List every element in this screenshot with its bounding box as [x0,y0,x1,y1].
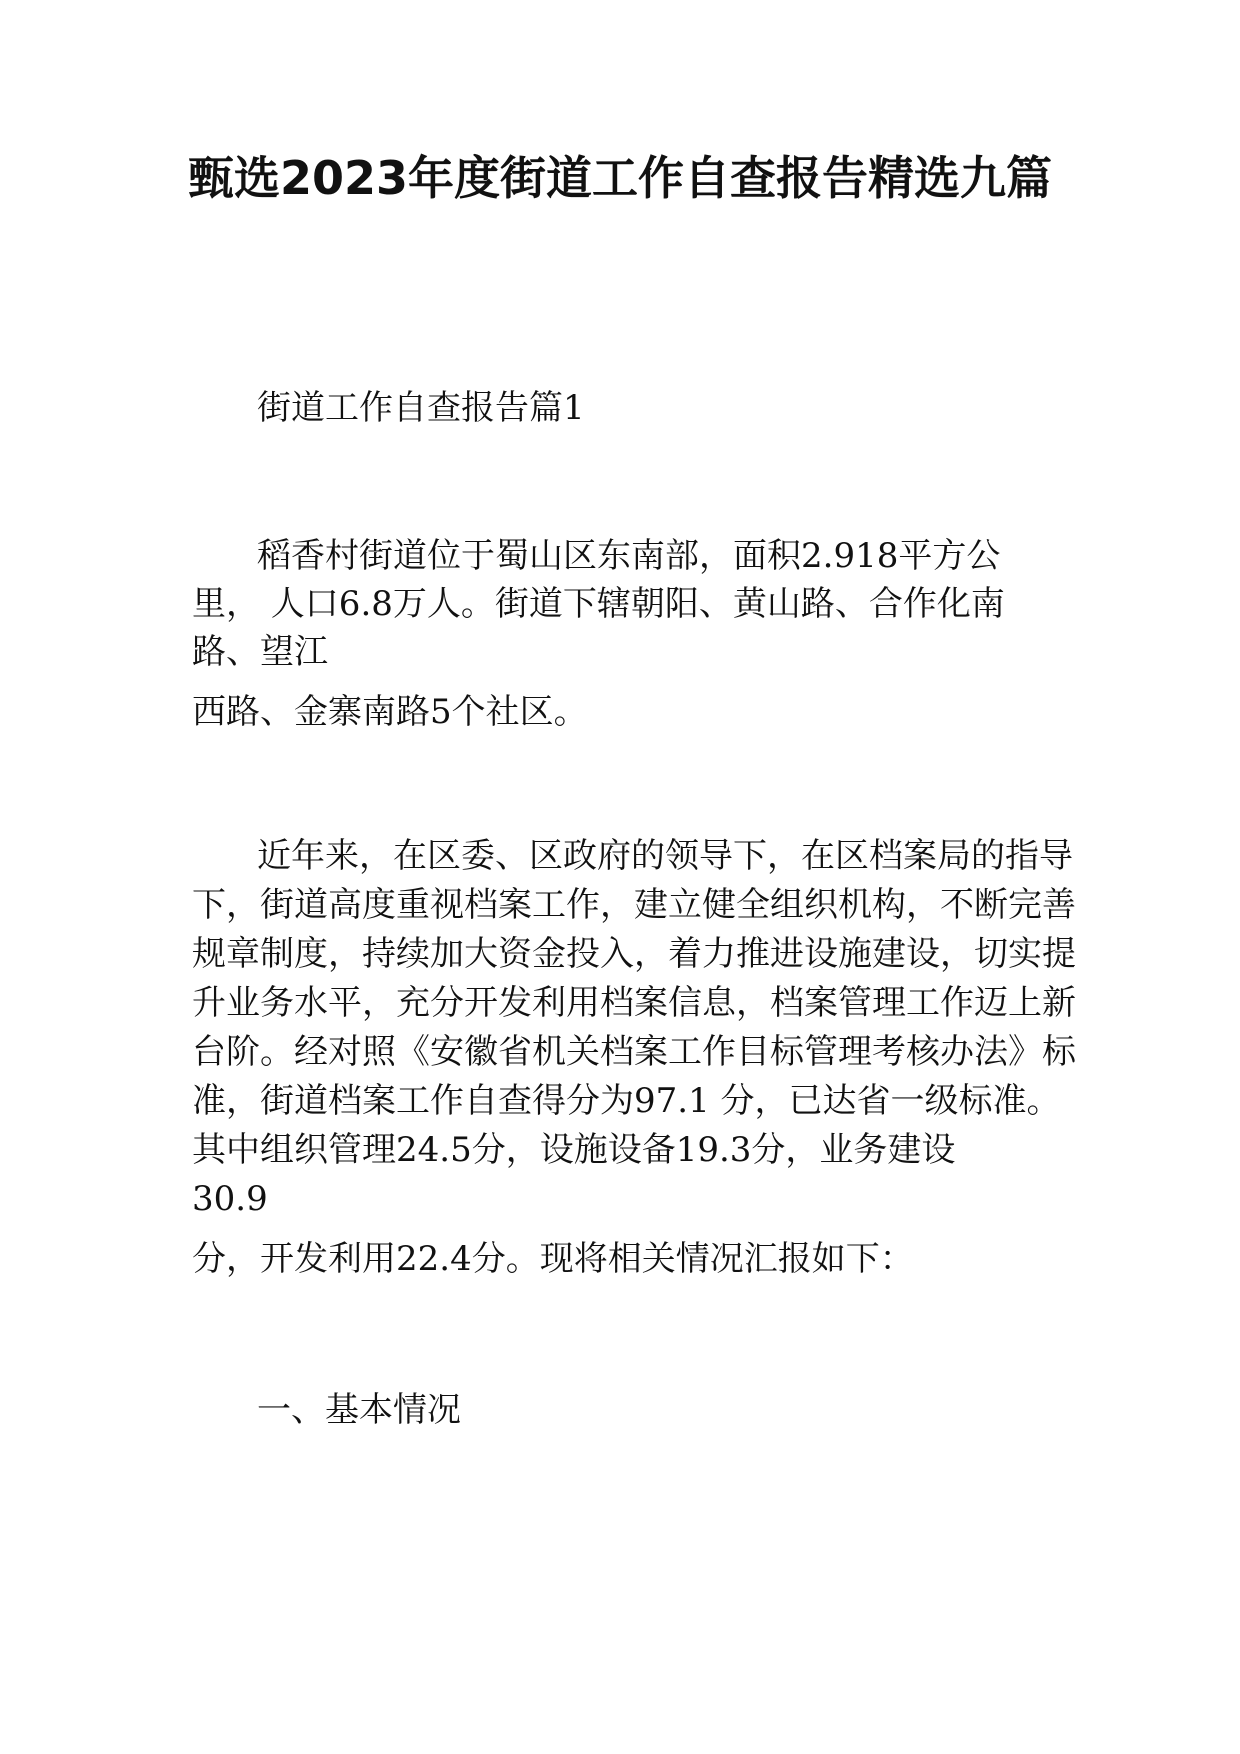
section-heading: 街道工作自查报告篇1 [257,388,585,428]
paragraph-2-line-3: 规章制度，持续加大资金投入，着力推进设施建设，切实提 [192,934,1076,974]
paragraph-1-line-3: 路、望江 [192,632,328,672]
paragraph-2-line-8: 30.9 [192,1179,268,1219]
paragraph-2-line-6: 准，街道档案工作自查得分为97.1 分，已达省一级标准。 [192,1081,1061,1121]
paragraph-2-line-4: 升业务水平，充分开发利用档案信息，档案管理工作迈上新 [192,983,1076,1023]
paragraph-1-line-2: 里， 人口6.8万人。街道下辖朝阳、黄山路、合作化南 [192,584,1005,624]
subheading-basic-situation: 一、基本情况 [257,1390,461,1430]
document-title: 甄选2023年度街道工作自查报告精选九篇 [187,151,1053,205]
paragraph-2-line-9: 分，开发利用22.4分。现将相关情况汇报如下： [192,1239,914,1279]
paragraph-2-line-2: 下，街道高度重视档案工作，建立健全组织机构，不断完善 [192,885,1076,925]
paragraph-1-line-1: 稻香村街道位于蜀山区东南部，面积2.918平方公 [257,536,1001,576]
paragraph-2-line-1: 近年来，在区委、区政府的领导下，在区档案局的指导 [257,836,1073,876]
paragraph-1-line-4: 西路、金寨南路5个社区。 [192,692,588,732]
paragraph-2-line-5: 台阶。经对照《安徽省机关档案工作目标管理考核办法》标 [192,1032,1076,1072]
paragraph-2-line-7: 其中组织管理24.5分，设施设备19.3分，业务建设 [192,1130,956,1170]
